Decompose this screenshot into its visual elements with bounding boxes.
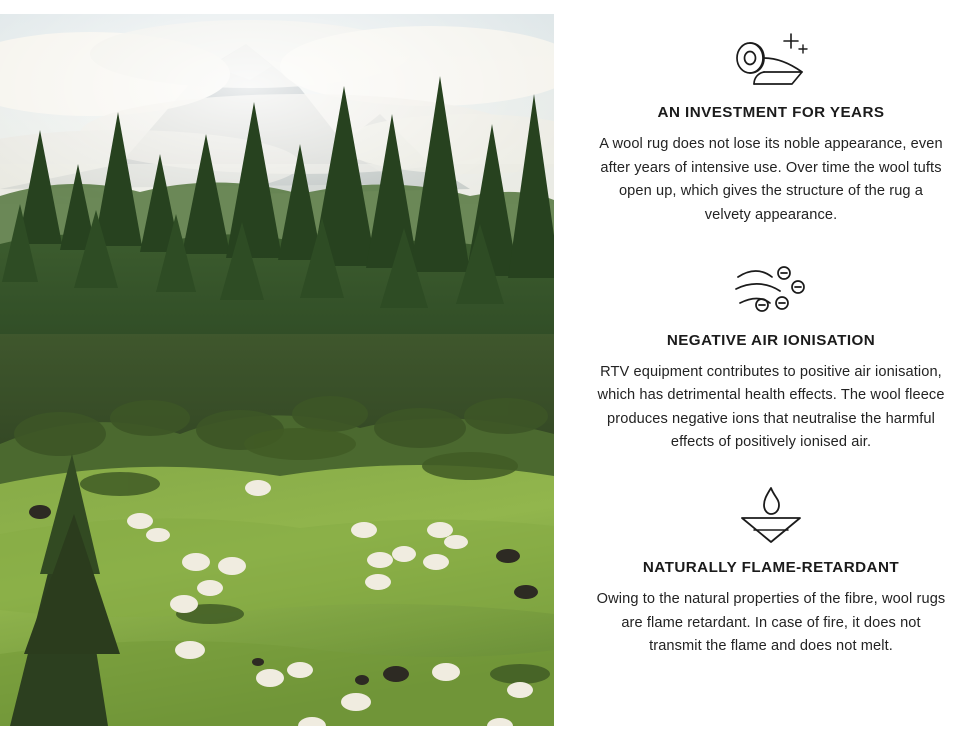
benefit-title: NATURALLY FLAME-RETARDANT [642, 559, 900, 577]
benefit-item-ionisation [585, 250, 957, 456]
benefit-item-flame-retardant [585, 477, 957, 659]
benefit-title: AN INVESTMENT FOR YEARS [657, 104, 885, 121]
benefit-text: A wool rug does not lose its noble appearance, even after years of intensive use. Over time the wool tufts open up, which gives the structure of the rug a velvety appearance. [599, 136, 943, 223]
benefit-item-investment [585, 22, 957, 228]
rolled-rug-sparkle-icon [728, 22, 814, 100]
benefits-list [572, 20, 970, 720]
flame-retardant-icon [730, 477, 812, 555]
air-ionisation-icon [728, 250, 814, 328]
benefit-text: RTV equipment contributes to positive air ionisation, which has detrimental health effects. The wool fleece produces negative ions that neutralise the harmful effects of positively ionised air. [597, 363, 945, 451]
benefit-title: NEGATIVE AIR IONISATION [666, 331, 876, 349]
mountain-pasture-sheep-photo [0, 14, 554, 726]
benefit-text: Owing to the natural properties of the fibre, wool rugs are flame retardant. In case of fire, it does not transmit the flame and does not melt. [596, 591, 946, 655]
